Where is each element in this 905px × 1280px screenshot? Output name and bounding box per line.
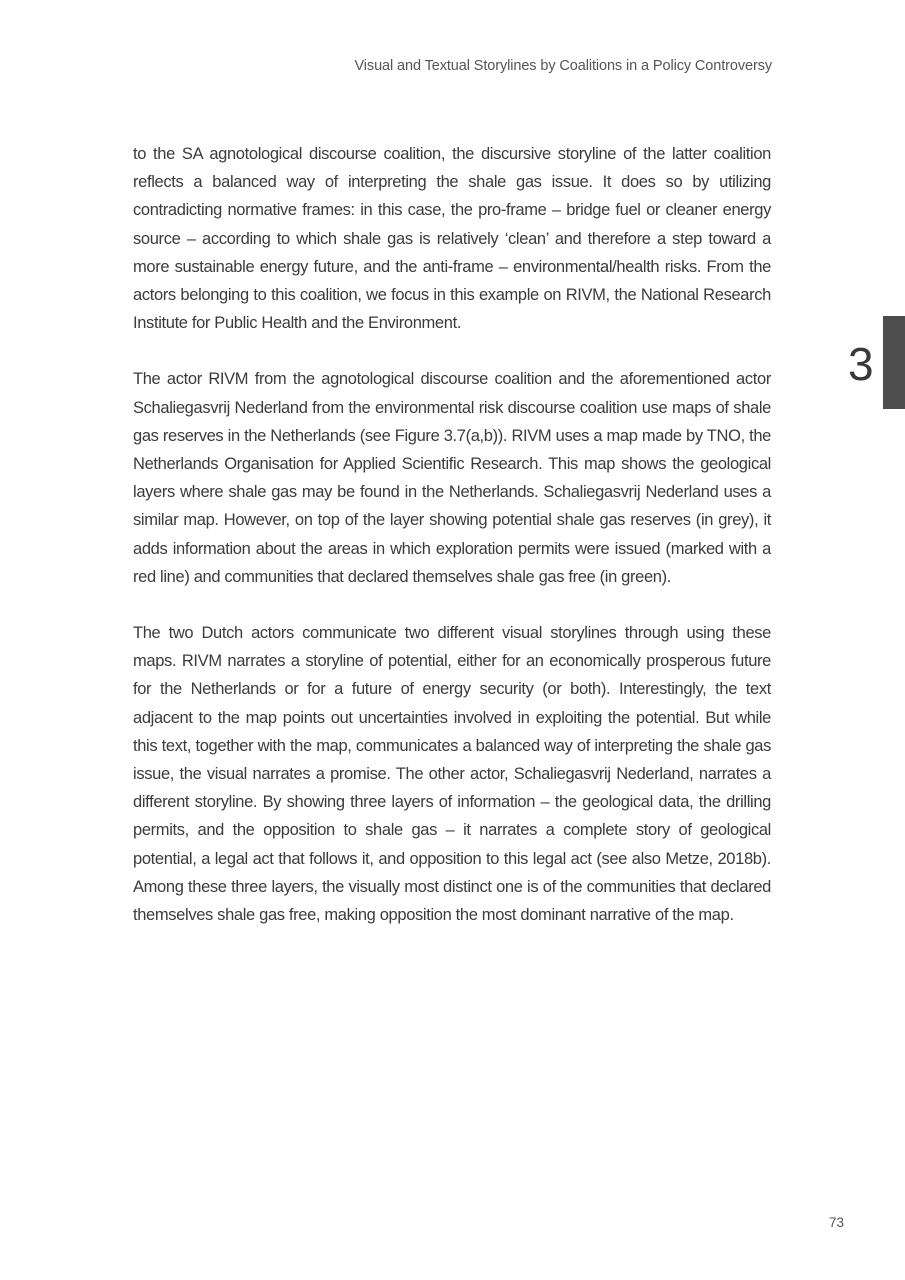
paragraph-1: to the SA agnotological discourse coalition, the discursive storyline of the latter coalition reflects a balanced way of interpreting the shale gas issue. It does so by utilizing contradicting normative frames: in this case, the pro-frame – bridge fuel or cleaner energy source – according to which shale gas is relatively ‘clean’ and therefore a step toward a more sustainable energy future, and the anti-frame – environmental/health risks. From the actors belonging to this coalition, we focus in this example on RIVM, the National Research Institute for Public Health and the Environment. <box>133 145 771 333</box>
paragraph-2: The actor RIVM from the agnotological discourse coalition and the aforementioned actor Schaliegasvrij Nederland from the environmental risk discourse coalition use maps of shale gas reserves in the Netherlands (see Figure 3.7(a,b)). RIVM uses a map made by TNO, the Netherlands Organisation for Applied Scientific Research. This map shows the geological layers where shale gas may be found in the Netherlands. Schaliegasvrij Nederland uses a similar map. However, on top of the layer showing potential shale gas reserves (in grey), it adds information about the areas in which exploration permits were issued (marked with a red line) and communities that declared themselves shale gas free (in green). <box>133 370 771 586</box>
chapter-number: 3 <box>848 338 874 390</box>
body-text <box>133 140 771 957</box>
paragraph-3: The two Dutch actors communicate two different visual storylines through using these maps. RIVM narrates a storyline of potential, either for an economically prosperous future for the Netherlands or for a future of energy security (or both). Interestingly, the text adjacent to the map points out uncertainties involved in exploiting the potential. But while this text, together with the map, communicates a balanced way of interpreting the shale gas issue, the visual narrates a promise. The other actor, Schaliegasvrij Nederland, narrates a different storyline. By showing three layers of information – the geological data, the drilling permits, and the opposition to shale gas – it narrates a complete story of geological potential, a legal act that follows it, and opposition to this legal act (see also Metze, 2018b). Among these three layers, the visually most distinct one is of the communities that declared themselves shale gas free, making opposition the most dominant narrative of the map. <box>133 624 771 925</box>
running-header: Visual and Textual Storylines by Coalitions in a Policy Controversy <box>354 58 772 74</box>
chapter-tab <box>883 316 905 409</box>
page-number: 73 <box>829 1215 845 1230</box>
